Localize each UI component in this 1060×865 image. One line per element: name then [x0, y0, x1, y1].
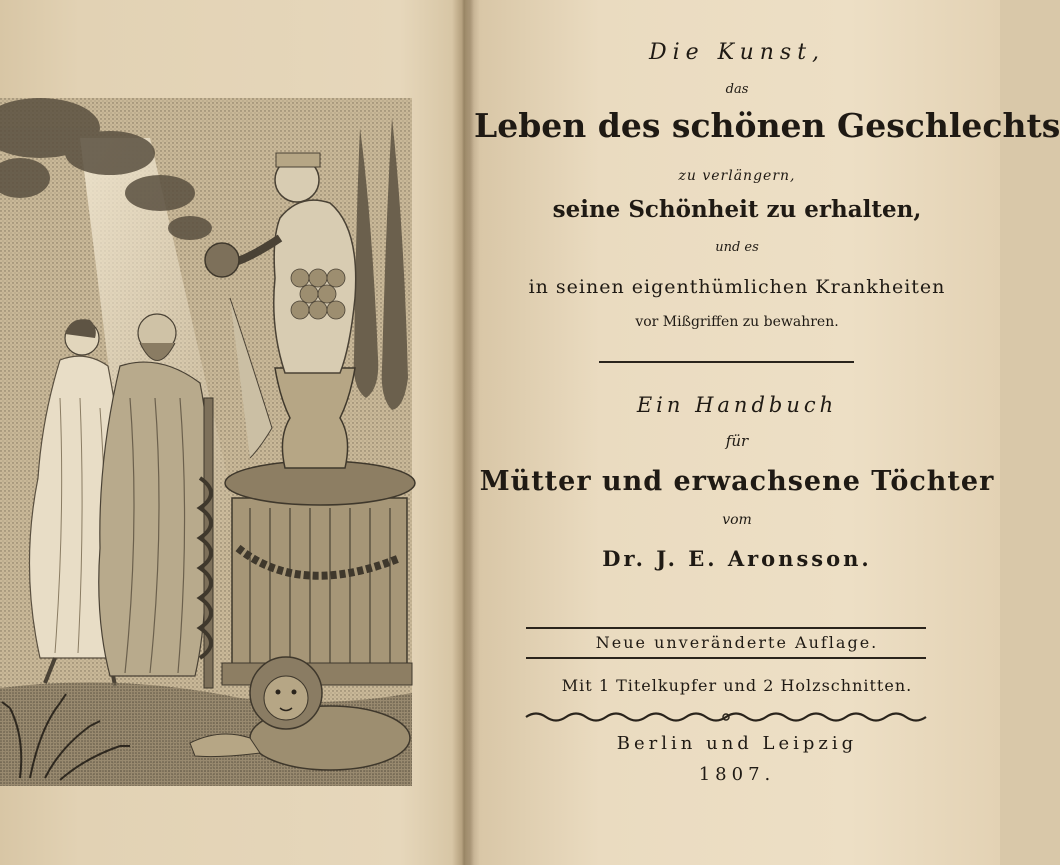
- edition-rule-bottom: [526, 657, 926, 659]
- subtitle-line-2: für: [725, 432, 749, 450]
- title-line-2: das: [725, 82, 749, 97]
- title-line-1: Die Kunst,: [648, 40, 826, 65]
- edition-rule-top: [526, 627, 926, 629]
- left-page: [0, 0, 460, 865]
- engraving-illustration: [0, 98, 412, 786]
- subtitle-line-3: Mütter und erwachsene Töchter: [479, 466, 995, 497]
- column-pedestal: [222, 461, 415, 685]
- book-gutter: [452, 0, 474, 865]
- divider-rule-1: [599, 361, 854, 363]
- title-line-4: zu verlängern,: [678, 168, 796, 184]
- author-by: vom: [722, 512, 752, 528]
- imprint-place: Berlin und Leipzig: [616, 733, 858, 754]
- title-line-6: und es: [715, 240, 759, 255]
- title-main: Leben des schönen Geschlechts: [474, 106, 1060, 145]
- author-name: Dr. J. E. Aronsson.: [602, 546, 872, 571]
- title-line-8: vor Mißgriffen zu bewahren.: [635, 314, 839, 330]
- title-line-5: seine Schönheit zu erhalten,: [552, 196, 922, 223]
- ornamental-wave-rule: [526, 708, 926, 726]
- title-line-7: in seinen eigenthümlichen Krankheiten: [528, 276, 946, 298]
- title-page: [474, 0, 1060, 865]
- frontispiece-engraving: [0, 98, 412, 786]
- sphere: [205, 243, 239, 277]
- edition-statement: Neue unveränderte Auflage.: [595, 633, 879, 652]
- illustrations-note: Mit 1 Titelkupfer und 2 Holzschnitten.: [561, 676, 913, 695]
- subtitle-line-1: Ein Handbuch: [636, 393, 838, 417]
- imprint-year: 1807.: [698, 764, 776, 785]
